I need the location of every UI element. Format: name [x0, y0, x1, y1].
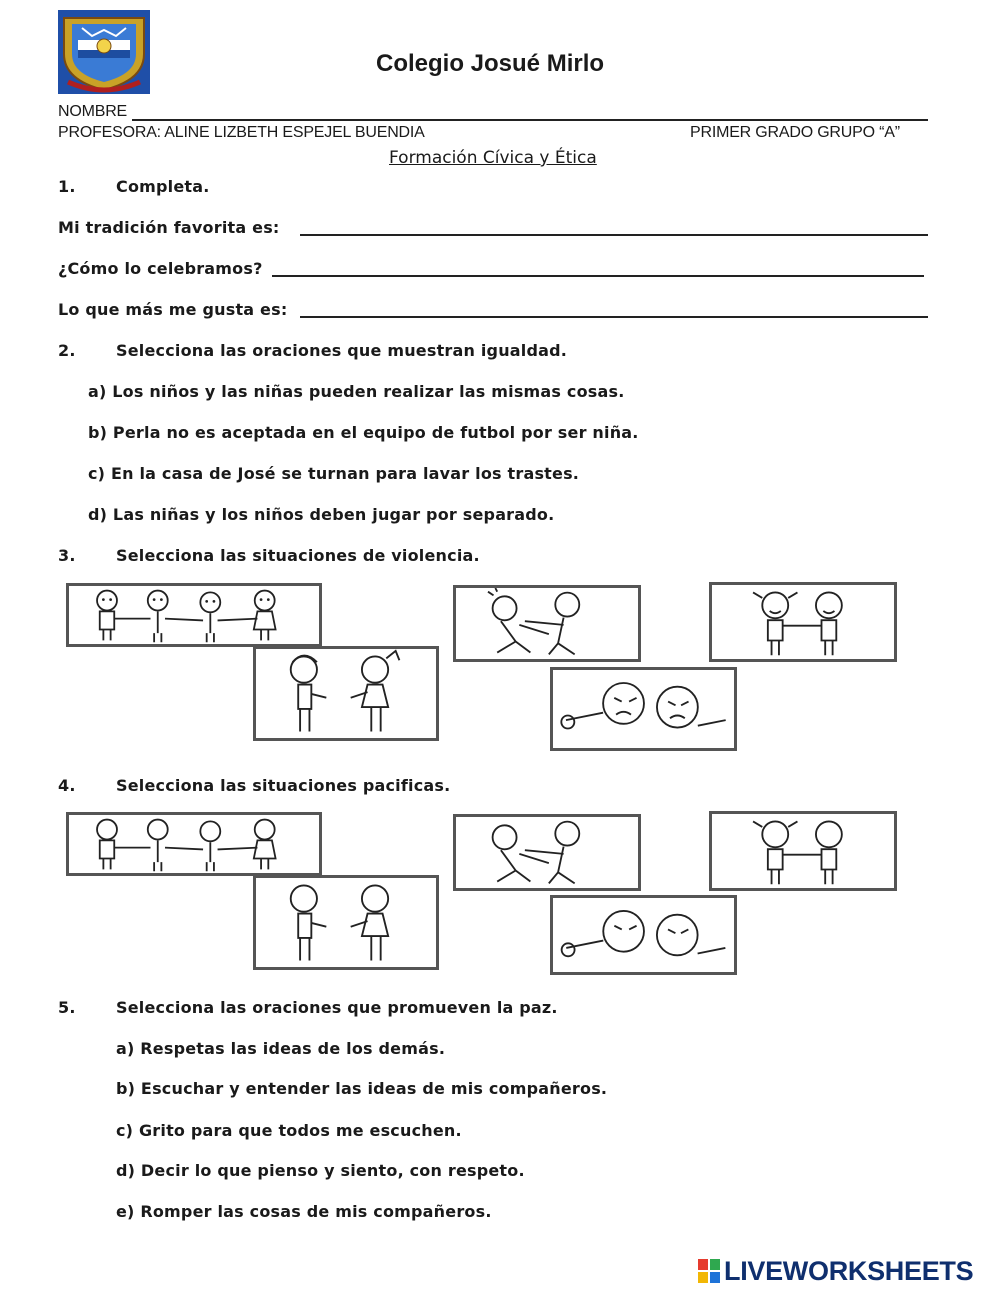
q4-image-kids-pushing[interactable] [453, 814, 641, 891]
q4-image-kids-friends[interactable] [709, 811, 897, 891]
q3-image-kids-holding-hands[interactable] [66, 583, 322, 647]
name-label: NOMBRE [58, 103, 128, 120]
name-field[interactable] [132, 119, 928, 121]
q4-image-kids-fighting[interactable] [550, 895, 737, 975]
kids-fighting-icon [553, 670, 734, 748]
subject-title: Formación Cívica y Ética [389, 148, 597, 168]
q5-option-d[interactable]: d) Decir lo que pienso y siento, con respeto. [116, 1161, 525, 1180]
q1-title: Completa. [116, 177, 210, 196]
q1-number: 1. [58, 177, 76, 196]
q5-option-b[interactable]: b) Escuchar y entender las ideas de mis compañeros. [116, 1079, 608, 1098]
q5-option-e[interactable]: e) Romper las cosas de mis compañeros. [116, 1202, 492, 1221]
q2-option-b[interactable]: b) Perla no es aceptada en el equipo de futbol por ser niña. [88, 423, 639, 442]
school-name: Colegio Josué Mirlo [376, 50, 605, 77]
q1-line-3-label: Lo que más me gusta es: [58, 300, 288, 319]
q5-title: Selecciona las oraciones que promueven la paz. [116, 998, 558, 1017]
q2-title: Selecciona las oraciones que muestran igualdad. [116, 341, 568, 360]
q4-image-kids-talking[interactable] [253, 875, 439, 970]
q5-number: 5. [58, 998, 76, 1017]
kids-holding-hands-icon [69, 586, 319, 644]
liveworksheets-logo [698, 1257, 973, 1285]
kids-fighting-icon [553, 898, 734, 972]
q4-title: Selecciona las situaciones pacificas. [116, 776, 451, 795]
liveworksheets-brand: LIVEWORKSHEETS [724, 1255, 974, 1286]
kids-friends-icon [712, 585, 894, 659]
q5-option-c[interactable]: c) Grito para que todos me escuchen. [116, 1121, 462, 1140]
q2-option-d[interactable]: d) Las niñas y los niños deben jugar por separado. [88, 505, 555, 524]
liveworksheets-icon [698, 1259, 720, 1283]
q1-line-1-label: Mi tradición favorita es: [58, 218, 280, 237]
kids-pushing-icon [456, 588, 638, 659]
q3-number: 3. [58, 546, 76, 565]
teacher-label: PROFESORA: ALINE LIZBETH ESPEJEL BUENDIA [58, 124, 425, 141]
q3-image-kids-pushing[interactable] [453, 585, 641, 662]
q3-image-kids-friends[interactable] [709, 582, 897, 662]
school-crest-icon [58, 10, 150, 94]
q4-image-kids-holding-hands[interactable] [66, 812, 322, 876]
q4-number: 4. [58, 776, 76, 795]
kids-friends-icon [712, 814, 894, 888]
q5-option-a[interactable]: a) Respetas las ideas de los demás. [116, 1039, 446, 1058]
q1-line-3-field[interactable] [300, 316, 928, 318]
q1-line-2-field[interactable] [272, 275, 924, 277]
q3-image-kids-fighting[interactable] [550, 667, 737, 751]
kids-talking-icon [256, 878, 436, 967]
q1-line-2-label: ¿Cómo lo celebramos? [58, 259, 263, 278]
q2-number: 2. [58, 341, 76, 360]
kids-pushing-icon [456, 817, 638, 888]
kids-holding-hands-icon [69, 815, 319, 873]
kids-talking-icon [256, 649, 436, 738]
q2-option-c[interactable]: c) En la casa de José se turnan para lavar los trastes. [88, 464, 580, 483]
q2-option-a[interactable]: a) Los niños y las niñas pueden realizar las mismas cosas. [88, 382, 625, 401]
q3-image-kids-talking[interactable] [253, 646, 439, 741]
school-logo [58, 10, 150, 94]
q1-line-1-field[interactable] [300, 234, 928, 236]
grade-label: PRIMER GRADO GRUPO “A” [690, 124, 900, 141]
q3-title: Selecciona las situaciones de violencia. [116, 546, 480, 565]
